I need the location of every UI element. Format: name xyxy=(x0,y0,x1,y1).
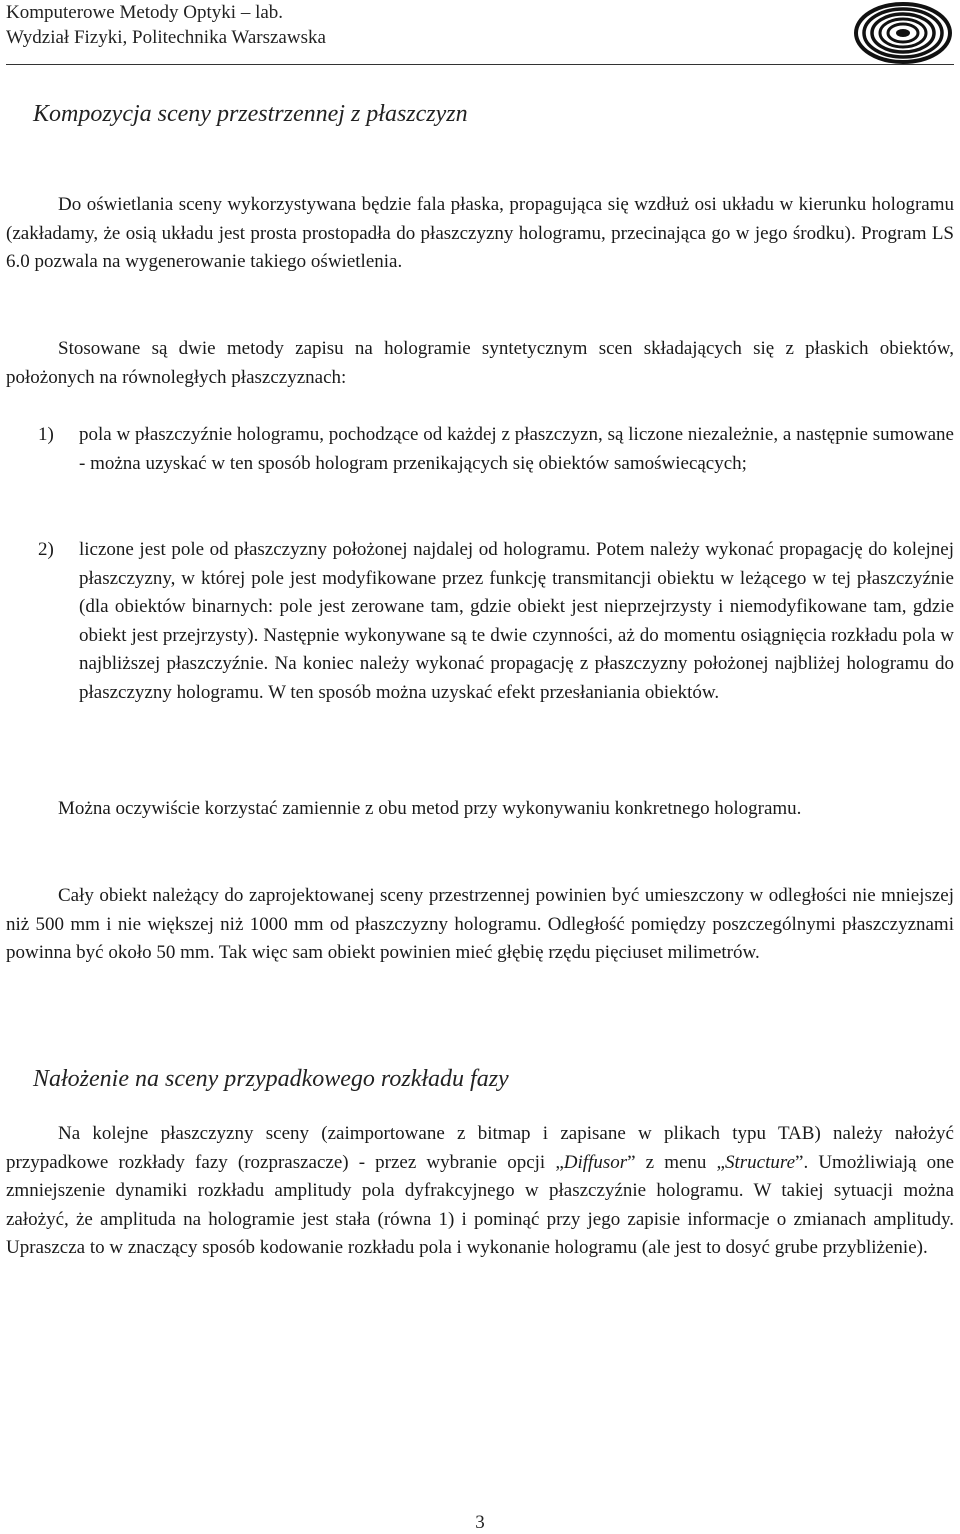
menu-option-diffusor: Diffusor xyxy=(563,1151,628,1173)
paragraph-combined-methods: Można oczywiście korzystać zamiennie z obu metod przy wykonywaniu konkretnego hologramu. xyxy=(58,798,802,819)
list-item-number: 2) xyxy=(38,539,54,560)
concentric-rings-logo-icon xyxy=(853,2,953,64)
section-title-random-phase: Nałożenie na sceny przypadkowego rozkładu fazy xyxy=(33,1066,509,1092)
paragraph-illumination: Do oświetlania sceny wykorzystywana będzie fala płaska, propagująca się wzdłuż osi układu w kierunku hologramu (zakładamy, że osią układu jest prosta prostopadła do płaszczyzny hologramu, przecinająca go w jego środku). Program LS 6.0 pozwala na wygenerowanie takiego oświetlenia. xyxy=(6,194,954,273)
diffuser-text-start: Na kolejne płaszczyzny sceny (zaimportowane z bitmap i zapisane w plikach typu TAB) należy nałożyć przypadkowe rozkłady fazy (rozpraszacze) - przez wybranie opcji „ xyxy=(6,1123,954,1173)
list-item-text: pola w płaszczyźnie hologramu, pochodzące od każdej z płaszczyzn, są liczone niezależnie, a następnie sumowane - można uzyskać w ten sposób hologram przenikających się obiektów samoświecących; xyxy=(79,424,954,474)
faculty-name: Wydział Fizyki, Politechnika Warszawska xyxy=(6,27,326,48)
paragraph-diffuser xyxy=(6,1120,954,1263)
paragraph-scene-depth: Cały obiekt należący do zaprojektowanej sceny przestrzennej powinien być umieszczony w odległości nie mniejszej niż 500 mm i nie większej niż 1000 mm od płaszczyzny hologramu. Odległość pomiędzy poszczególnymi płaszczyznami powinna być około 50 mm. Tak więc sam obiekt powinien mieć głębię rzędu pięciuset milimetrów. xyxy=(6,885,954,964)
list-item xyxy=(6,536,954,708)
menu-structure: Structure xyxy=(725,1151,796,1173)
diffuser-text-end: ”. Umożliwiają one zmniejszenie dynamiki rozkładu amplitudy pola dyfrakcyjnego w płaszczyźnie hologramu. W takiej sytuacji można założyć, że amplituda na hologramie jest stała (równa 1) i pominąć przy jego zapisie informacje o zmianach amplitudy. Upraszcza to w znaczący sposób kodowanie rozkładu pola i wykonanie hologramu (ale jest to dosyć grube przybliżenie). xyxy=(6,1151,955,1259)
paragraph-methods-intro: Stosowane są dwie metody zapisu na hologramie syntetycznym scen składających się z płaskich obiektów, położonych na równoległych płaszczyznach: xyxy=(6,338,954,388)
page-number: 3 xyxy=(475,1512,485,1533)
list-item-text: liczone jest pole od płaszczyzny położonej najdalej od hologramu. Potem należy wykonać propagację do kolejnej płaszczyzny, w której pole jest modyfikowane przez funkcję transmitancji obiektu w leżącego w tej płaszczyźnie (dla obiektów binarnych: pole jest zerowane tam, gdzie obiekt jest nieprzejrzysty i niemodyfikowane tam, gdzie obiekt jest przejrzysty). Następnie wykonywane są te dwie czynności, aż do momentu osiągnięcia rozkładu pola w najbliższej płaszczyźnie. Na koniec należy wykonać propagację z płaszczyzny położonej najbliżej hologramu do płaszczyzny hologramu. W ten sposób można uzyskać efekt przesłaniania obiektów. xyxy=(79,539,954,703)
section-title-composition: Kompozycja sceny przestrzennej z płaszczyzn xyxy=(33,101,468,127)
list-item-number: 1) xyxy=(38,424,54,445)
header-divider xyxy=(6,64,954,65)
diffuser-text-middle: ” z menu „ xyxy=(627,1151,725,1173)
page-header xyxy=(6,0,326,50)
list-item xyxy=(6,421,954,478)
course-title: Komputerowe Metody Optyki – lab. xyxy=(6,2,284,23)
